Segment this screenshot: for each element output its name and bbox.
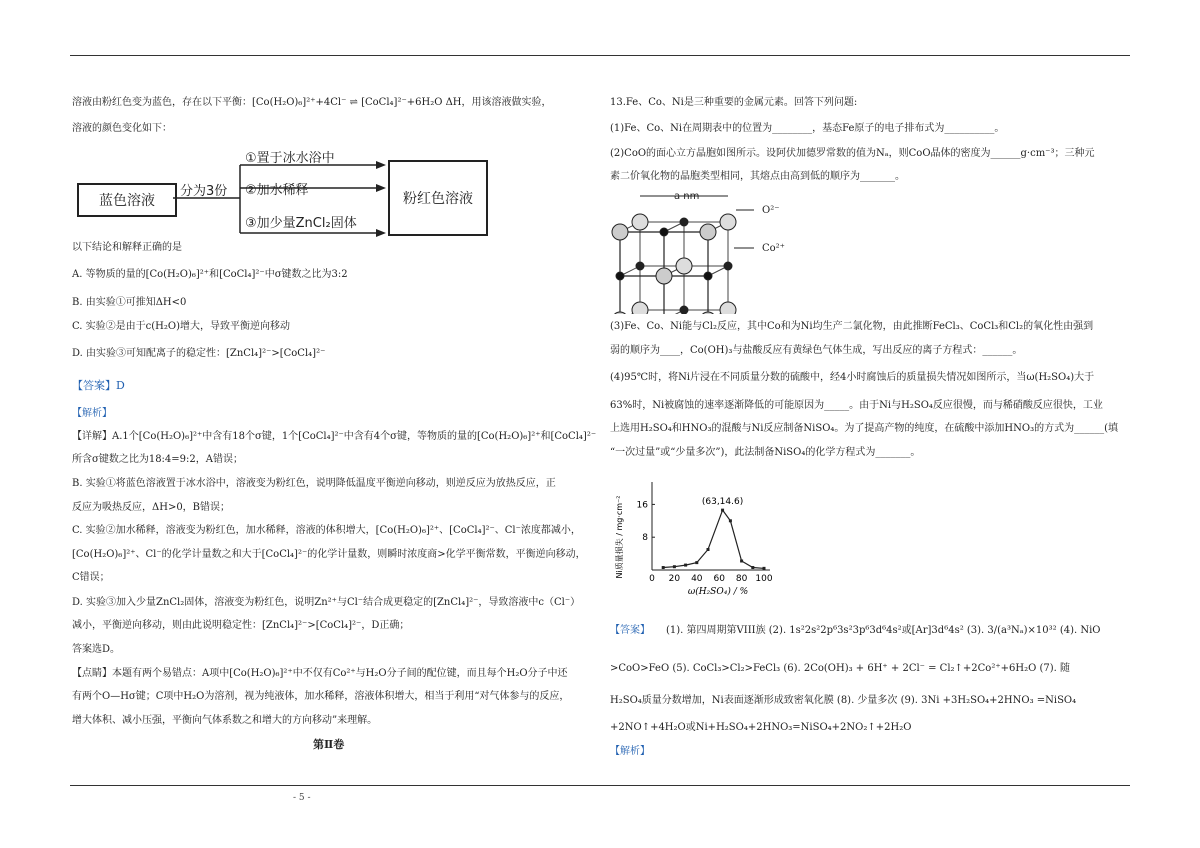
q13-answer-line: (1). 第四周期第VIII族 (2). 1s²2s²2p⁶3s²3p⁶3d⁶4s²或[Ar]3d⁶4s² (3). 3/(a³Nₐ)×10³² (4). NiO [666, 625, 1101, 636]
option-a: A. 等物质的量的[Co(H₂O)₆]²⁺和[CoCl₄]²⁻中σ键数之比为3:2 [72, 269, 348, 280]
analysis-line: C错误； [72, 572, 110, 583]
split-label: 分为3份 [180, 184, 228, 199]
data-point [673, 565, 676, 568]
peak-annotation: (63,14.6) [701, 497, 744, 508]
y-tick-label: 8 [642, 533, 648, 544]
step-2-label: ②加水稀释 [245, 183, 309, 198]
bottom-rule [70, 785, 1130, 786]
q13-answer-line: >CoO>FeO (5). CoCl₃>Cl₂>FeCl₃ (6). 2Co(OH)₃ + 6H⁺ + 2Cl⁻ = Cl₂↑+2Co²⁺+6H₂O (7). 随 [610, 663, 1070, 674]
data-point [662, 566, 665, 569]
pink-solution-box: 粉红色溶液 [388, 160, 488, 236]
page-number: - 5 - [293, 793, 311, 803]
q13-answer-line: H₂SO₄质量分数增加，Ni表面逐渐形成致密氧化膜 (8). 少量多次 (9). 3Ni +3H₂SO₄+2HNO₃ =NiSO₄ [610, 695, 1077, 706]
x-tick-label: 20 [668, 574, 681, 584]
oxide-ion [720, 214, 736, 230]
lattice-a-label: a nm [674, 191, 700, 202]
oxide-ion [612, 312, 628, 314]
oxide-ion [632, 302, 648, 314]
data-point [763, 567, 766, 570]
analysis-line: 【点睛】本题有两个易错点：A项中[Co(H₂O)₆]²⁺中不仅有Co²⁺与H₂O分子间的配位键，而且每个H₂O分子中还 [72, 668, 568, 679]
blue-solution-box: 蓝色溶液 [77, 183, 177, 217]
analysis-line: B. 实验①将蓝色溶液置于冰水浴中，溶液变为粉红色，说明降低温度平衡逆向移动，则逆反应为放热反应，正 [72, 478, 556, 489]
data-point [751, 566, 754, 569]
data-point [707, 548, 710, 551]
analysis-line: D. 实验③加入少量ZnCl₂固体，溶液变为粉红色，说明Zn²⁺与Cl⁻结合成更稳定的[ZnCl₄]²⁻，导致溶液中c（Cl⁻） [72, 597, 581, 608]
cobalt-ion [724, 262, 732, 270]
x-tick-label: 60 [713, 574, 725, 584]
answer-label: 【答案】D [72, 379, 125, 392]
series-line [663, 510, 764, 568]
analysis-line: 增大体积、减小压强，平衡向气体系数之和增大的方向移动”来理解。 [72, 715, 378, 726]
q13-part-2-line-1: (2)CoO的面心立方晶胞如图所示。设阿伏加德罗常数的值为Nₐ，则CoO晶体的密度为______g·cm⁻³；三种元 [610, 148, 1095, 159]
q13-part-1: (1)Fe、Co、Ni在周期表中的位置为________，基态Fe原子的电子排布式为__________。 [610, 123, 1005, 134]
oxide-ion [700, 224, 716, 240]
x-tick-label: 0 [649, 574, 655, 584]
oxide-ion [612, 224, 628, 240]
cobalt-ion-label: Co²⁺ [762, 243, 785, 254]
q13-part-4-line-4: “一次过量”或“少量多次”)，此法制备NiSO₄的化学方程式为_______。 [610, 447, 921, 458]
analysis-line: 反应为吸热反应，ΔH>0，B错误； [72, 502, 231, 513]
cobalt-ion [704, 272, 712, 280]
cobalt-ion [616, 272, 624, 280]
q13-analysis-label: 【解析】 [610, 746, 650, 757]
option-d: D. 由实验③可知配离子的稳定性：[ZnCl₄]²⁻>[CoCl₄]²⁻ [72, 348, 326, 359]
q13-part-2-line-2: 素二价氧化物的晶胞类型相同，其熔点由高到低的顺序为_______。 [610, 171, 905, 182]
y-tick-label: 16 [636, 500, 648, 511]
ni-mass-loss-chart [612, 470, 792, 610]
cobalt-ion [680, 306, 688, 314]
analysis-line: C. 实验②加水稀释，溶液变为粉红色，加水稀释，溶液的体积增大，[Co(H₂O)₆]²⁺、[CoCl₄]²⁻、Cl⁻浓度都减小， [72, 525, 581, 536]
x-tick-label: 100 [755, 574, 773, 584]
q13-part-4-line-2: 63%时，Ni被腐蚀的速率逐渐降低的可能原因为_____。由于Ni与H₂SO₄反应很慢，而与稀硝酸反应很快，工业 [610, 400, 1103, 411]
step-3-label: ③加少量ZnCl₂固体 [245, 216, 357, 231]
q13-title: 13.Fe、Co、Ni是三种重要的金属元素。回答下列问题: [610, 97, 858, 108]
cobalt-ion [660, 228, 668, 236]
analysis-label: 【解析】 [72, 408, 112, 419]
data-point [684, 564, 687, 567]
q13-part-3-line-2: 弱的顺序为____，Co(OH)₃与盐酸反应有黄绿色气体生成，写出反应的离子方程式：______。 [610, 345, 1023, 356]
q13-part-4-line-1: (4)95℃时，将Ni片浸在不同质量分数的硫酸中，经4小时腐蚀后的质量损失情况如图所示，当ω(H₂SO₄)大于 [610, 372, 1095, 383]
cobalt-ion [680, 218, 688, 226]
data-point [729, 519, 732, 522]
analysis-line: 【详解】A.1个[Co(H₂O)₆]²⁺中含有18个σ键，1个[CoCl₄]²⁻中含有4个σ键，等物质的量的[Co(H₂O)₆]²⁺和[CoCl₄]²⁻ [72, 431, 597, 442]
analysis-line: 答案选D。 [72, 644, 121, 655]
analysis-line: [Co(H₂O)₆]²⁺、Cl⁻的化学计量数之和大于[CoCl₄]²⁻的化学计量数，则瞬时浓度商>化学平衡常数，平衡逆向移动， [72, 549, 586, 560]
data-point [721, 509, 724, 512]
oxide-ion-label: O²⁻ [762, 205, 780, 216]
question-stem-line-2: 溶液的颜色变化如下： [72, 123, 172, 134]
y-axis-label: Ni质量损失 / mg·cm⁻² [615, 495, 624, 579]
analysis-line: 所含σ键数之比为18:4=9:2，A错误； [72, 454, 243, 465]
question-stem-line-1: 溶液由粉红色变为蓝色，存在以下平衡：[Co(H₂O)₆]²⁺+4Cl⁻ ⇌ [CoCl₄]²⁻+6H₂O ΔH，用该溶液做实验， [72, 97, 552, 108]
oxide-ion [676, 258, 692, 274]
analysis-line: 有两个O—Hσ键；C项中H₂O为溶剂，视为纯液体，加水稀释，溶液体积增大，相当于利用“对气体参与的反应， [72, 691, 570, 702]
option-b: B. 由实验①可推知ΔH<0 [72, 297, 187, 308]
q13-answer-line: +2NO↑+4H₂O或Ni+H₂SO₄+2HNO₃=NiSO₄+2NO₂↑+2H₂O [610, 722, 912, 733]
data-point [740, 559, 743, 562]
section-title: 第Ⅱ卷 [313, 738, 345, 751]
option-c: C. 实验②是由于c(H₂O)增大，导致平衡逆向移动 [72, 321, 290, 332]
oxide-ion [632, 214, 648, 230]
cobalt-ion [636, 262, 644, 270]
x-axis-label: ω(H₂SO₄) / % [687, 587, 749, 597]
data-point [695, 561, 698, 564]
x-tick-label: 40 [691, 574, 703, 584]
oxide-ion [720, 302, 736, 314]
q13-answer-label: 【答案】 [610, 625, 650, 636]
crystal-lattice-figure [606, 186, 796, 314]
oxide-ion [656, 268, 672, 284]
q13-part-3-line-1: (3)Fe、Co、Ni能与Cl₂反应，其中Co和为Ni均生产二氯化物，由此推断FeCl₃、CoCl₃和Cl₂的氧化性由强到 [610, 321, 1094, 332]
oxide-ion [700, 312, 716, 314]
x-tick-label: 80 [735, 574, 748, 584]
q13-part-4-line-3: 上选用H₂SO₄和HNO₃的混酸与Ni反应制备NiSO₄。为了提高产物的纯度，在硫酸中添加HNO₃的方式为______(填 [610, 423, 1118, 434]
analysis-line: 减小，平衡逆向移动，则由此说明稳定性：[ZnCl₄]²⁻>[CoCl₄]²⁻，D正确； [72, 620, 410, 631]
step-1-label: ①置于冰水浴中 [245, 151, 335, 166]
question-prompt: 以下结论和解释正确的是 [72, 242, 182, 253]
